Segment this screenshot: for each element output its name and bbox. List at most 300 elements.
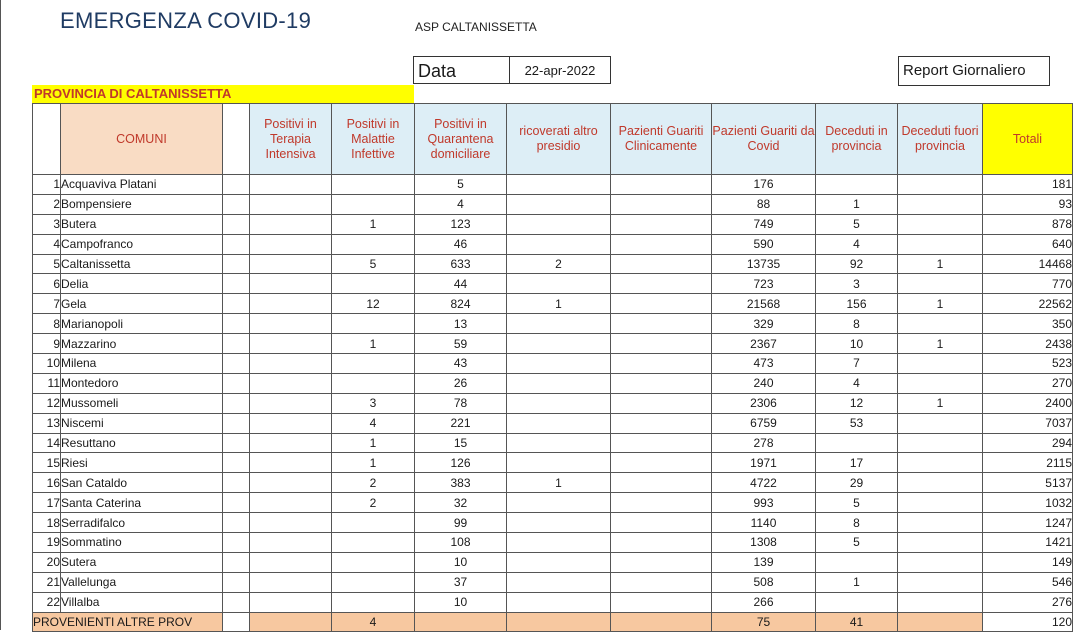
cell-deceduti-prov: 12 [816,393,898,413]
cell-guariti-clin [611,453,712,473]
cell-terapia [250,175,332,195]
cell-totali: 276 [983,592,1073,612]
cell-malattie [332,592,415,612]
cell-guariti-covid: 749 [712,214,816,234]
header-guariti-clin: Pazienti Guariti Clinicamente [611,104,712,175]
cell-guariti-clin [611,393,712,413]
cell-malattie [332,513,415,533]
cell-deceduti-fuori [898,513,983,533]
cell-deceduti-prov: 1 [816,572,898,592]
cell-ricoverati [507,274,611,294]
table-row [33,254,1073,274]
date-label: Data [413,56,510,84]
cell-deceduti-prov: 5 [816,533,898,553]
cell-guariti-clin [611,513,712,533]
report-label: Report Giornaliero [898,56,1050,86]
cell-guariti-covid: 1308 [712,533,816,553]
table-row [33,533,1073,553]
row-number: 2 [33,194,61,214]
cell-malattie: 4 [332,413,415,433]
table-row [33,354,1073,374]
cell-terapia [250,274,332,294]
comune-name: Serradifalco [61,513,223,533]
cell-guariti-clin [611,493,712,513]
comune-name: Caltanissetta [61,254,223,274]
comune-name: Delia [61,274,223,294]
header-deceduti-fuori: Deceduti fuori provincia [898,104,983,175]
cell-totali: 770 [983,274,1073,294]
cell-ricoverati [507,413,611,433]
cell-guariti-covid: 13735 [712,254,816,274]
cell-quarantena: 10 [415,552,507,572]
cell-guariti-covid: 2367 [712,334,816,354]
cell-guariti-covid: 508 [712,572,816,592]
cell-guariti-clin [611,533,712,553]
table-row [33,513,1073,533]
cell-ricoverati [507,433,611,453]
comune-name: Resuttano [61,433,223,453]
row-number: 7 [33,294,61,314]
footer-guariti-covid: 75 [712,612,816,632]
header-totali: Totali [983,104,1073,175]
footer-totali: 120 [983,612,1073,632]
cell-guariti-clin [611,274,712,294]
cell-guariti-covid: 266 [712,592,816,612]
header-blank [33,104,61,175]
row-gap [223,592,250,612]
cell-deceduti-prov: 7 [816,354,898,374]
cell-deceduti-prov: 29 [816,473,898,493]
cell-terapia [250,294,332,314]
cell-guariti-clin [611,234,712,254]
header-malattie: Positivi in Malattie Infettive [332,104,415,175]
header-ricoverati: ricoverati altro presidio [507,104,611,175]
cell-guariti-covid: 21568 [712,294,816,314]
date-value: 22-apr-2022 [510,56,611,84]
table-row [33,572,1073,592]
cell-quarantena: 46 [415,234,507,254]
cell-guariti-covid: 329 [712,314,816,334]
row-number: 16 [33,473,61,493]
cell-totali: 1421 [983,533,1073,553]
table-row [33,433,1073,453]
footer-ricoverati [507,612,611,632]
cell-quarantena: 126 [415,453,507,473]
cell-terapia [250,473,332,493]
cell-malattie: 2 [332,473,415,493]
row-gap [223,234,250,254]
page-title: EMERGENZA COVID-19 [60,8,312,33]
row-number: 21 [33,572,61,592]
row-number: 6 [33,274,61,294]
cell-terapia [250,552,332,572]
row-number: 11 [33,373,61,393]
cell-totali: 149 [983,552,1073,572]
row-gap [223,572,250,592]
cell-deceduti-prov: 4 [816,373,898,393]
cell-terapia [250,194,332,214]
footer-malattie: 4 [332,612,415,632]
header-guariti-covid: Pazienti Guariti da Covid [712,104,816,175]
cell-ricoverati [507,592,611,612]
cell-ricoverati [507,373,611,393]
footer-row [33,612,1073,632]
cell-terapia [250,214,332,234]
row-gap [223,214,250,234]
cell-guariti-covid: 590 [712,234,816,254]
cell-terapia [250,234,332,254]
comune-name: San Cataldo [61,473,223,493]
row-number: 22 [33,592,61,612]
comune-name: Sommatino [61,533,223,553]
cell-guariti-covid: 176 [712,175,816,195]
header-quarantena: Positivi in Quarantena domiciliare [415,104,507,175]
province-banner: PROVINCIA DI CALTANISSETTA [32,85,414,103]
row-gap [223,533,250,553]
cell-deceduti-prov [816,592,898,612]
cell-guariti-clin [611,473,712,493]
cell-totali: 294 [983,433,1073,453]
cell-ricoverati [507,453,611,473]
cell-deceduti-fuori [898,175,983,195]
cell-totali: 22562 [983,294,1073,314]
row-number: 19 [33,533,61,553]
cell-terapia [250,254,332,274]
row-gap [223,274,250,294]
row-gap [223,473,250,493]
table-row [33,234,1073,254]
cell-guariti-clin [611,214,712,234]
cell-guariti-clin [611,592,712,612]
cell-quarantena: 123 [415,214,507,234]
cell-guariti-clin [611,354,712,374]
row-number: 9 [33,334,61,354]
table-header-row [33,104,1073,175]
cell-totali: 546 [983,572,1073,592]
cell-totali: 2115 [983,453,1073,473]
cell-terapia [250,592,332,612]
row-gap [223,175,250,195]
cell-ricoverati: 2 [507,254,611,274]
cell-guariti-covid: 240 [712,373,816,393]
table-row [33,413,1073,433]
cell-deceduti-fuori [898,453,983,473]
cell-totali: 640 [983,234,1073,254]
cell-quarantena: 5 [415,175,507,195]
footer-gap [223,612,250,632]
row-gap [223,413,250,433]
header-terapia: Positivi in Terapia Intensiva [250,104,332,175]
row-number: 15 [33,453,61,473]
table-row [33,473,1073,493]
cell-guariti-clin [611,254,712,274]
cell-ricoverati [507,533,611,553]
cell-totali: 523 [983,354,1073,374]
cell-quarantena: 383 [415,473,507,493]
cell-guariti-covid: 1140 [712,513,816,533]
row-gap [223,294,250,314]
cell-ricoverati [507,175,611,195]
cell-malattie [332,354,415,374]
header-comuni: COMUNI [61,104,223,175]
cell-totali: 14468 [983,254,1073,274]
cell-totali: 878 [983,214,1073,234]
cell-guariti-covid: 723 [712,274,816,294]
cell-deceduti-prov: 92 [816,254,898,274]
cell-deceduti-fuori [898,314,983,334]
row-gap [223,493,250,513]
cell-terapia [250,314,332,334]
cell-quarantena: 44 [415,274,507,294]
cell-deceduti-fuori [898,533,983,553]
cell-totali: 7037 [983,413,1073,433]
cell-totali: 93 [983,194,1073,214]
row-number: 13 [33,413,61,433]
table-row [33,194,1073,214]
row-number: 20 [33,552,61,572]
cell-guariti-clin [611,175,712,195]
footer-terapia [250,612,332,632]
cell-malattie [332,314,415,334]
cell-deceduti-prov: 4 [816,234,898,254]
cell-deceduti-fuori [898,572,983,592]
row-number: 18 [33,513,61,533]
cell-deceduti-prov: 53 [816,413,898,433]
cell-deceduti-prov: 10 [816,334,898,354]
cell-malattie [332,194,415,214]
cell-terapia [250,393,332,413]
cell-ricoverati: 1 [507,473,611,493]
cell-guariti-clin [611,373,712,393]
cell-malattie: 2 [332,493,415,513]
header-deceduti-prov: Deceduti in provincia [816,104,898,175]
cell-deceduti-fuori [898,413,983,433]
cell-terapia [250,513,332,533]
cell-malattie [332,274,415,294]
cell-deceduti-fuori [898,214,983,234]
cell-malattie [332,533,415,553]
comune-name: Santa Caterina [61,493,223,513]
cell-quarantena: 13 [415,314,507,334]
table-row [33,294,1073,314]
row-number: 10 [33,354,61,374]
comune-name: Riesi [61,453,223,473]
row-number: 12 [33,393,61,413]
left-border-line [0,0,1,630]
cell-guariti-clin [611,413,712,433]
footer-label: PROVENIENTI ALTRE PROV [33,612,223,632]
row-gap [223,453,250,473]
comune-name: Montedoro [61,373,223,393]
cell-quarantena: 108 [415,533,507,553]
cell-guariti-clin [611,552,712,572]
comune-name: Mazzarino [61,334,223,354]
cell-guariti-covid: 139 [712,552,816,572]
cell-quarantena: 59 [415,334,507,354]
cell-guariti-covid: 278 [712,433,816,453]
cell-quarantena: 221 [415,413,507,433]
cell-malattie: 1 [332,433,415,453]
cell-deceduti-prov: 1 [816,194,898,214]
cell-ricoverati [507,572,611,592]
cell-quarantena: 78 [415,393,507,413]
cell-ricoverati [507,393,611,413]
cell-terapia [250,354,332,374]
comune-name: Mussomeli [61,393,223,413]
cell-ricoverati [507,214,611,234]
cell-guariti-clin [611,294,712,314]
cell-ricoverati [507,334,611,354]
cell-deceduti-fuori: 1 [898,294,983,314]
comune-name: Vallelunga [61,572,223,592]
cell-terapia [250,433,332,453]
cell-terapia [250,533,332,553]
table-row [33,393,1073,413]
cell-malattie [332,552,415,572]
comune-name: Butera [61,214,223,234]
cell-terapia [250,413,332,433]
row-gap [223,314,250,334]
cell-ricoverati [507,314,611,334]
cell-ricoverati [507,513,611,533]
cell-deceduti-prov: 8 [816,314,898,334]
cell-deceduti-fuori [898,493,983,513]
cell-terapia [250,334,332,354]
cell-guariti-covid: 88 [712,194,816,214]
cell-deceduti-prov: 3 [816,274,898,294]
cell-ricoverati [507,234,611,254]
row-gap [223,433,250,453]
row-gap [223,373,250,393]
row-number: 3 [33,214,61,234]
comune-name: Campofranco [61,234,223,254]
row-gap [223,393,250,413]
cell-totali: 350 [983,314,1073,334]
cell-deceduti-fuori: 1 [898,334,983,354]
row-gap [223,334,250,354]
cell-deceduti-prov: 5 [816,214,898,234]
footer-deceduti-prov: 41 [816,612,898,632]
row-gap [223,513,250,533]
cell-deceduti-fuori [898,354,983,374]
cell-deceduti-prov: 17 [816,453,898,473]
table-row [33,552,1073,572]
cell-deceduti-prov [816,433,898,453]
cell-guariti-clin [611,314,712,334]
table-row [33,274,1073,294]
cell-terapia [250,493,332,513]
cell-ricoverati [507,493,611,513]
cell-deceduti-fuori: 1 [898,254,983,274]
table-row [33,175,1073,195]
cell-guariti-clin [611,433,712,453]
cell-quarantena: 824 [415,294,507,314]
comune-name: Milena [61,354,223,374]
row-number: 4 [33,234,61,254]
cell-quarantena: 10 [415,592,507,612]
footer-deceduti-fuori [898,612,983,632]
cell-deceduti-prov [816,552,898,572]
cell-malattie: 1 [332,334,415,354]
cell-deceduti-prov: 5 [816,493,898,513]
table-row [33,592,1073,612]
footer-quarantena [415,612,507,632]
covid-data-table [32,103,1073,632]
cell-guariti-covid: 2306 [712,393,816,413]
row-number: 8 [33,314,61,334]
cell-deceduti-fuori [898,234,983,254]
row-gap [223,552,250,572]
cell-deceduti-fuori [898,592,983,612]
table-row [33,453,1073,473]
agency-label: ASP CALTANISSETTA [415,20,537,34]
cell-totali: 1247 [983,513,1073,533]
footer-guariti-clin [611,612,712,632]
cell-malattie: 5 [332,254,415,274]
cell-quarantena: 4 [415,194,507,214]
cell-ricoverati: 1 [507,294,611,314]
comune-name: Marianopoli [61,314,223,334]
cell-deceduti-fuori [898,433,983,453]
cell-ricoverati [507,552,611,572]
row-gap [223,354,250,374]
cell-deceduti-fuori [898,552,983,572]
cell-ricoverati [507,354,611,374]
cell-quarantena: 15 [415,433,507,453]
row-number: 1 [33,175,61,195]
cell-malattie [332,175,415,195]
cell-guariti-clin [611,572,712,592]
table-row [33,493,1073,513]
cell-totali: 2438 [983,334,1073,354]
cell-quarantena: 26 [415,373,507,393]
cell-deceduti-fuori [898,473,983,493]
cell-malattie: 12 [332,294,415,314]
row-number: 5 [33,254,61,274]
cell-totali: 5137 [983,473,1073,493]
cell-deceduti-fuori: 1 [898,393,983,413]
cell-malattie [332,234,415,254]
cell-quarantena: 633 [415,254,507,274]
cell-deceduti-fuori [898,373,983,393]
table-row [33,314,1073,334]
cell-deceduti-fuori [898,194,983,214]
cell-totali: 270 [983,373,1073,393]
cell-malattie [332,572,415,592]
cell-ricoverati [507,194,611,214]
cell-deceduti-fuori [898,274,983,294]
cell-guariti-covid: 4722 [712,473,816,493]
cell-deceduti-prov: 156 [816,294,898,314]
cell-guariti-clin [611,194,712,214]
comune-name: Bompensiere [61,194,223,214]
row-number: 14 [33,433,61,453]
cell-deceduti-prov [816,175,898,195]
table-row [33,214,1073,234]
cell-guariti-covid: 1971 [712,453,816,473]
cell-quarantena: 99 [415,513,507,533]
cell-malattie: 3 [332,393,415,413]
table-row [33,373,1073,393]
cell-malattie [332,373,415,393]
cell-totali: 2400 [983,393,1073,413]
cell-guariti-covid: 993 [712,493,816,513]
comune-name: Gela [61,294,223,314]
cell-malattie: 1 [332,453,415,473]
cell-terapia [250,572,332,592]
cell-malattie: 1 [332,214,415,234]
cell-quarantena: 32 [415,493,507,513]
